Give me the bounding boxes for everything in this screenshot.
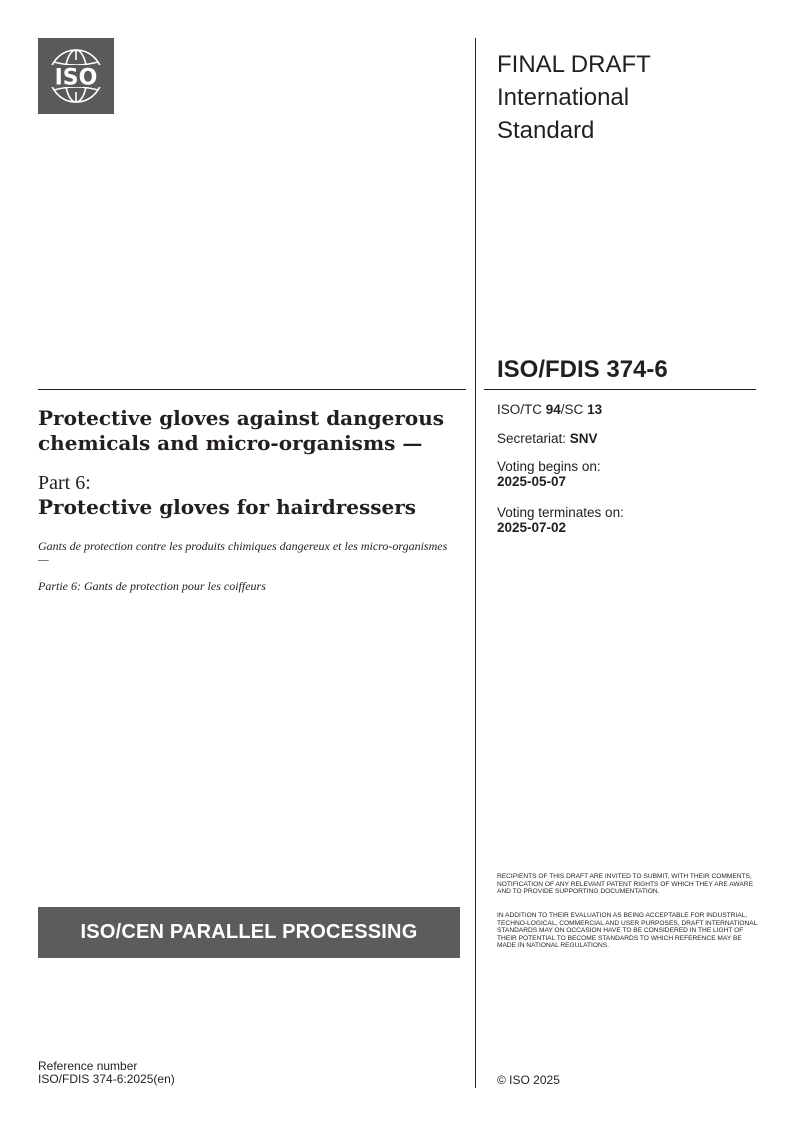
document-status: [497, 48, 757, 147]
copyright: © ISO 2025: [497, 1073, 560, 1087]
voting-begins-label: Voting begins on:: [497, 459, 601, 474]
voting-terminates: [497, 505, 757, 535]
document-id: ISO/FDIS 374-6: [497, 356, 668, 383]
logo-text: ISO: [54, 65, 98, 91]
main-title: Protective gloves against dangerous chemicals and micro-organisms —: [38, 406, 445, 455]
notice-paragraph-1: RECIPIENTS OF THIS DRAFT ARE INVITED TO SUBMIT, WITH THEIR COMMENTS, NOTIFICATION OF ANY RELEVANT PATENT RIGHTS OF WHICH THEY ARE AWARE AND TO PROVIDE SUPPORTING DOCUMENTATION.: [497, 873, 753, 895]
part-number: Part 6:: [38, 472, 91, 494]
iso-logo: [38, 38, 114, 114]
french-main-title: Gants de protection contre les produits chimiques dangereux et les micro-organismes —: [38, 539, 448, 566]
horizontal-rule-right: [484, 389, 756, 390]
tc-number: 94: [545, 402, 561, 417]
secretariat-info: [497, 431, 757, 446]
committee-prefix: ISO/TC: [497, 402, 546, 417]
voting-begins: [497, 459, 757, 489]
sc-number: 13: [587, 402, 603, 417]
secretariat-label: Secretariat:: [497, 431, 570, 446]
part-title: Protective gloves for hairdressers: [38, 495, 417, 519]
status-line: Standard: [497, 117, 595, 144]
voting-begins-date: 2025-05-07: [497, 474, 567, 489]
globe-icon: [38, 38, 114, 114]
parallel-processing-banner: ISO/CEN PARALLEL PROCESSING: [38, 907, 460, 958]
horizontal-rule-left: [38, 389, 466, 390]
reference-value: ISO/FDIS 374-6:2025(en): [38, 1072, 175, 1086]
reference-number: [38, 1060, 175, 1086]
french-part-title: Partie 6: Gants de protection pour les coiffeurs: [38, 579, 266, 593]
status-line: FINAL DRAFT: [497, 51, 651, 78]
secretariat-value: SNV: [569, 431, 598, 446]
committee-sep: /SC: [560, 402, 588, 417]
notice-paragraph-2: IN ADDITION TO THEIR EVALUATION AS BEING ACCEPTABLE FOR INDUSTRIAL, TECHNO-LOGICAL, COMMERCIAL AND USER PURPOSES, DRAFT INTERNATIONAL STANDARDS MAY ON OCCASION HAVE TO BE CONSIDERED IN THE LIGHT OF THEIR POTENTIAL TO BECOME STANDARDS TO WHICH REFERENCE MAY BE MADE IN NATIONAL REGULATIONS.: [497, 912, 758, 949]
vertical-divider: [475, 38, 476, 1088]
committee-info: [497, 402, 757, 417]
reference-label: Reference number: [38, 1059, 138, 1073]
voting-terminates-date: 2025-07-02: [497, 520, 567, 535]
status-line: International: [497, 84, 630, 111]
voting-terminates-label: Voting terminates on:: [497, 505, 624, 520]
